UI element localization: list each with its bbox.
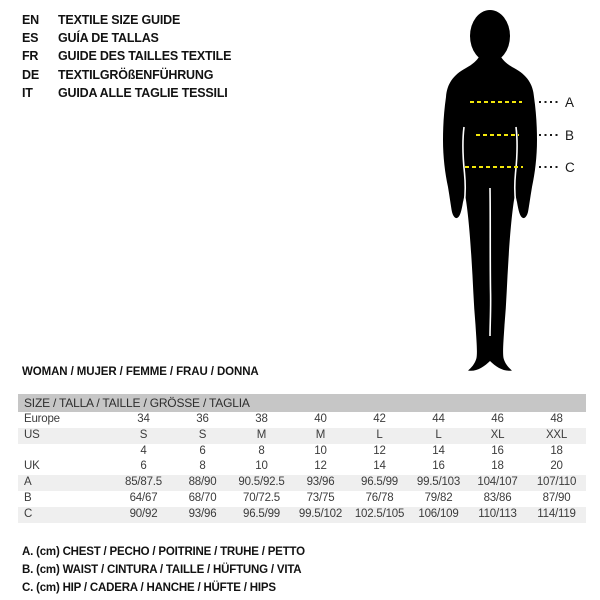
cell: 93/96	[306, 476, 335, 489]
cell: 104/107	[477, 476, 518, 489]
cell: 44	[432, 413, 445, 425]
lang-title: TEXTILGRÖßENFÜHRUNG	[58, 67, 214, 82]
measurement-figure	[420, 5, 595, 380]
table-row-waist	[18, 491, 586, 507]
row-label: Europe	[24, 413, 60, 425]
row-label	[18, 444, 114, 460]
lang-row-it	[22, 84, 231, 102]
cell: 14	[432, 444, 445, 457]
table-header: SIZE / TALLA / TAILLE / GRÖSSE / TAGLIA	[18, 394, 586, 412]
label-waist: B	[565, 128, 575, 143]
cell: S	[139, 428, 148, 441]
cell: 34	[137, 413, 150, 425]
cell: 64/67	[129, 491, 158, 504]
cell: 114/119	[537, 507, 576, 520]
cell: 70/72.5	[243, 491, 280, 504]
cell: 6	[199, 444, 206, 457]
cell: 8	[258, 444, 265, 457]
cell: 40	[314, 413, 327, 425]
cell: 46	[491, 413, 504, 425]
cell: 36	[196, 413, 209, 425]
row-label: US	[24, 428, 40, 441]
lang-code: ES	[22, 31, 39, 46]
cell: 48	[550, 413, 563, 425]
lang-title: GUIDA ALLE TAGLIE TESSILI	[58, 85, 228, 100]
cell: XL	[490, 428, 505, 441]
cell: 96.5/99	[361, 476, 398, 489]
cell: 90/92	[129, 507, 158, 520]
cell: S	[198, 428, 207, 441]
lang-row-es	[22, 29, 231, 47]
cell: 18	[491, 460, 504, 473]
cell: 14	[373, 460, 386, 473]
cell: 10	[314, 444, 327, 457]
table-row-europe	[18, 412, 586, 428]
woman-silhouette-icon	[420, 5, 595, 380]
lang-code: FR	[22, 49, 39, 64]
cell: 76/78	[365, 491, 394, 504]
row-label: B	[24, 491, 32, 504]
table-row-chest	[18, 475, 586, 491]
cell: 85/87.5	[125, 476, 162, 489]
table-row-uk	[18, 459, 586, 475]
cell: 88/90	[188, 476, 217, 489]
cell: 99.5/103	[416, 476, 461, 489]
legend-waist: B. (cm) WAIST / CINTURA / TAILLE / HÜFTUNG / VITA	[22, 563, 302, 576]
section-title: WOMAN / MUJER / FEMME / FRAU / DONNA	[22, 366, 259, 378]
cell: 6	[140, 460, 147, 473]
language-title-list	[22, 11, 231, 102]
cell: 10	[255, 460, 268, 473]
cell: 83/86	[483, 491, 512, 504]
lang-code: EN	[22, 13, 39, 27]
table-header-row	[18, 394, 586, 412]
cell: 107/110	[536, 476, 577, 489]
lang-row-fr	[22, 47, 231, 65]
cell: 90.5/92.5	[238, 476, 285, 489]
cell: M	[256, 428, 267, 441]
cell: 16	[491, 444, 504, 457]
cell: 110/113	[478, 507, 517, 520]
cell: 42	[373, 413, 386, 425]
label-chest: A	[565, 95, 575, 110]
size-table	[18, 394, 586, 523]
legend-hip: C. (cm) HIP / CADERA / HANCHE / HÜFTE / HIPS	[22, 581, 276, 594]
cell: 73/75	[306, 491, 335, 504]
cell: 18	[550, 444, 563, 457]
lang-row-en	[22, 11, 231, 29]
cell: 12	[314, 460, 327, 473]
cell: L	[435, 428, 442, 441]
cell: 68/70	[188, 491, 217, 504]
table-row-hip	[18, 507, 586, 523]
measurement-legend	[22, 544, 305, 597]
lang-title: GUÍA DE TALLAS	[58, 31, 159, 46]
cell: M	[315, 428, 326, 441]
cell: L	[376, 428, 383, 441]
legend-chest: A. (cm) CHEST / PECHO / POITRINE / TRUHE / PETTO	[22, 546, 305, 558]
cell: 79/82	[424, 491, 453, 504]
lang-title: GUIDE DES TAILLES TEXTILE	[58, 49, 232, 64]
cell: 12	[373, 444, 386, 457]
cell: 4	[140, 444, 147, 457]
cell: 20	[550, 460, 563, 473]
cell: 87/90	[542, 491, 571, 504]
lang-code: IT	[22, 85, 33, 100]
cell: 102.5/105	[354, 507, 405, 520]
cell: 16	[432, 460, 445, 473]
lang-row-de	[22, 66, 231, 84]
cell: 96.5/99	[243, 507, 280, 520]
label-hip: C	[565, 160, 575, 175]
lang-title: TEXTILE SIZE GUIDE	[58, 13, 181, 27]
table-row-us-numeric	[18, 444, 586, 460]
cell: XXL	[545, 428, 568, 441]
cell: 106/109	[418, 507, 459, 520]
row-label: C	[24, 507, 33, 520]
row-label: UK	[24, 460, 40, 473]
cell: 99.5/102	[298, 507, 343, 520]
lang-code: DE	[22, 67, 39, 82]
cell: 93/96	[188, 507, 217, 520]
table-row-us	[18, 428, 586, 444]
cell: 38	[255, 413, 268, 425]
row-label: A	[24, 476, 32, 489]
cell: 8	[199, 460, 206, 473]
